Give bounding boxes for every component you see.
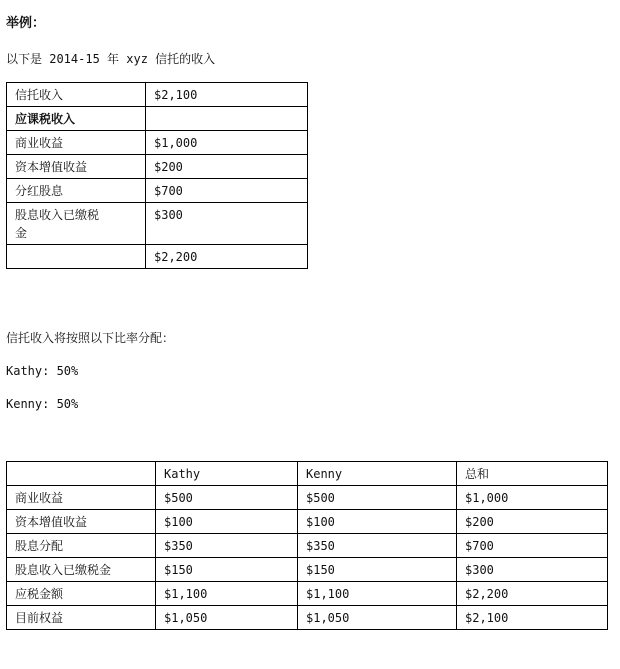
- row-value: $1,000: [146, 131, 308, 155]
- kenny-value: $500: [298, 486, 457, 510]
- table-row: [7, 510, 608, 534]
- row-value: $200: [146, 155, 308, 179]
- row-label: 应税金额: [7, 582, 156, 606]
- row-label: 商业收益: [7, 131, 146, 155]
- distribution-text: 信托收入将按照以下比率分配：: [6, 331, 175, 345]
- row-label: 股息收入已缴税金: [7, 558, 156, 582]
- kenny-share: Kenny: 50%: [6, 397, 79, 411]
- row-label: 股息分配: [7, 534, 156, 558]
- total-value: $2,200: [457, 582, 608, 606]
- row-value: $2,100: [146, 83, 308, 107]
- kathy-value: $500: [156, 486, 298, 510]
- kenny-value: $1,100: [298, 582, 457, 606]
- row-value: $700: [146, 179, 308, 203]
- total-value: $200: [457, 510, 608, 534]
- total-value: $700: [457, 534, 608, 558]
- row-label: 商业收益: [7, 486, 156, 510]
- header-cell: [7, 462, 156, 486]
- kathy-value: $1,050: [156, 606, 298, 630]
- row-label: 分红股息: [7, 179, 146, 203]
- table-row: [7, 107, 308, 131]
- kathy-share: Kathy: 50%: [6, 364, 79, 378]
- table-row: [7, 155, 308, 179]
- table-row: [7, 203, 308, 245]
- kathy-value: $150: [156, 558, 298, 582]
- header-total: 总和: [457, 462, 608, 486]
- table-header-row: [7, 462, 608, 486]
- total-value: $1,000: [457, 486, 608, 510]
- table-row: [7, 245, 308, 269]
- table-row: [7, 582, 608, 606]
- row-label: 信托收入: [7, 83, 146, 107]
- header-kathy: Kathy: [156, 462, 298, 486]
- total-value: $300: [457, 558, 608, 582]
- kathy-value: $350: [156, 534, 298, 558]
- kathy-value: $100: [156, 510, 298, 534]
- header-kenny: Kenny: [298, 462, 457, 486]
- intro-text: 以下是 2014-15 年 xyz 信托的收入: [6, 52, 216, 66]
- trust-income-table: [6, 82, 308, 269]
- row-label: 股息收入已缴税金: [7, 203, 146, 245]
- kathy-value: $1,100: [156, 582, 298, 606]
- kenny-value: $1,050: [298, 606, 457, 630]
- row-label: [7, 245, 146, 269]
- table-row: [7, 83, 308, 107]
- kenny-value: $150: [298, 558, 457, 582]
- row-value: $300: [146, 203, 308, 245]
- row-label: 资本增值收益: [7, 510, 156, 534]
- section-label: 应课税收入: [7, 107, 146, 131]
- row-value: [146, 107, 308, 131]
- kenny-value: $350: [298, 534, 457, 558]
- distribution-table: [6, 461, 608, 630]
- total-value: $2,200: [146, 245, 308, 269]
- table-row: [7, 558, 608, 582]
- table-row: [7, 486, 608, 510]
- row-label: 目前权益: [7, 606, 156, 630]
- table-row: [7, 534, 608, 558]
- table-row: [7, 606, 608, 630]
- table-row: [7, 179, 308, 203]
- kenny-value: $100: [298, 510, 457, 534]
- example-heading: 举例：: [6, 16, 46, 31]
- table-row: [7, 131, 308, 155]
- row-label: 资本增值收益: [7, 155, 146, 179]
- total-value: $2,100: [457, 606, 608, 630]
